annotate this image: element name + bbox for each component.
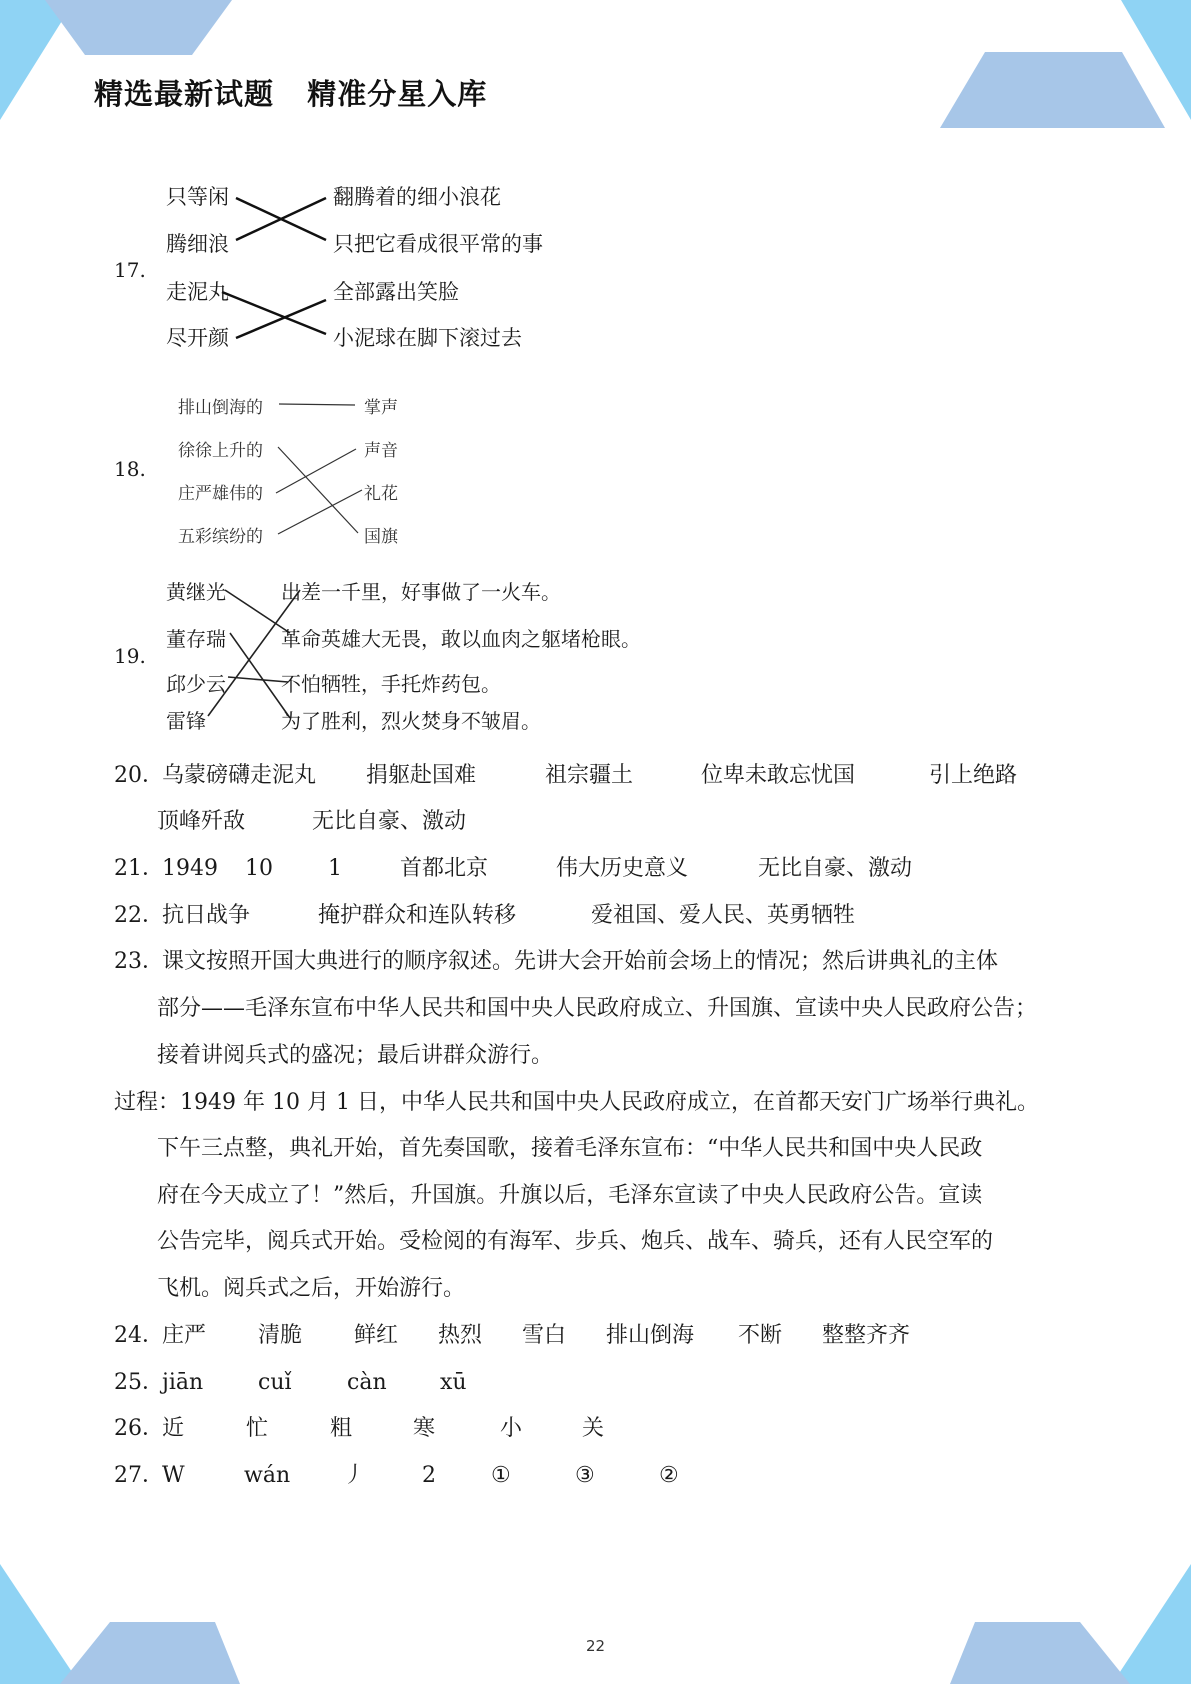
match-right-item: 掌声 — [364, 398, 398, 418]
corner-decoration-top — [0, 0, 1191, 140]
answer-25 — [114, 1368, 467, 1398]
process-text-line: 下午三点整，典礼开始，首先奏国歌，接着毛泽东宣布：“中华人民共和国中央人民政 — [157, 1136, 983, 1161]
match-right-item: 只把它看成很平常的事 — [333, 232, 543, 256]
answer-27 — [114, 1461, 679, 1491]
answer-item: jiān — [162, 1370, 204, 1395]
match-left-item: 董存瑞 — [166, 627, 226, 651]
answer-item: W — [162, 1463, 185, 1488]
question-number: 21． — [114, 856, 164, 881]
process-text-line: 府在今天成立了！”然后，升国旗。升旗以后，毛泽东宣读了中央人民政府公告。宣读 — [157, 1183, 983, 1208]
answer-item: 清脆 — [258, 1323, 303, 1348]
answer-text-line: 接着讲阅兵式的盛况；最后讲群众游行。 — [157, 1043, 554, 1068]
answer-21 — [114, 854, 912, 884]
answer-item: 10 — [245, 856, 273, 881]
answer-26 — [114, 1414, 604, 1444]
answer-item: 粗 — [330, 1416, 353, 1441]
match-right-item: 声音 — [364, 441, 398, 461]
process-text-line: 公告完毕，阅兵式开始。受检阅的有海军、步兵、炮兵、战车、骑兵，还有人民空军的 — [157, 1229, 994, 1254]
answer-item: 掩护群众和连队转移 — [318, 903, 517, 928]
match-left-item: 尽开颜 — [166, 326, 229, 350]
match-right-item: 礼花 — [364, 484, 398, 504]
answer-item: 丿 — [343, 1463, 366, 1488]
match-right-item: 小泥球在脚下滚过去 — [333, 326, 522, 350]
answer-item: 1 — [328, 856, 342, 881]
answer-item: 无比自豪、激动 — [312, 809, 467, 834]
answer-item: 引上绝路 — [929, 763, 1018, 788]
match-left-item: 徐徐上升的 — [178, 441, 263, 461]
answer-22 — [114, 901, 855, 931]
answer-item: 无比自豪、激动 — [758, 856, 913, 881]
answer-item: 顶峰歼敌 — [157, 809, 246, 834]
process-text-line: 1949 年 10 月 1 日，中华人民共和国中央人民政府成立，在首都天安门广场举行典礼。 — [180, 1090, 1039, 1115]
answer-item: càn — [347, 1370, 387, 1395]
match-right-item: 不怕牺牲，手托炸药包。 — [281, 672, 501, 696]
matching-19-lines — [0, 0, 1, 1]
question-19-number: 19. — [114, 644, 146, 668]
process-label: 过程： — [114, 1090, 181, 1115]
answer-item: 寒 — [413, 1416, 436, 1441]
question-number: 27． — [114, 1463, 164, 1488]
answer-item: ① — [491, 1463, 511, 1488]
question-18-number: 18. — [114, 457, 146, 481]
page-number: 22 — [585, 1637, 606, 1655]
question-number: 20． — [114, 763, 164, 788]
answer-item: cuǐ — [258, 1370, 292, 1395]
answer-item: ② — [659, 1463, 679, 1488]
match-right-item: 为了胜利，烈火焚身不皱眉。 — [281, 709, 541, 733]
answer-23 — [114, 947, 998, 977]
match-right-item: 国旗 — [364, 527, 398, 547]
answer-item: 爱祖国、爱人民、英勇牺牲 — [591, 903, 856, 928]
answer-20-continued — [157, 807, 466, 837]
question-number: 25． — [114, 1370, 164, 1395]
process-text-line: 飞机。阅兵式之后，开始游行。 — [157, 1276, 466, 1301]
match-left-item: 排山倒海的 — [178, 398, 263, 418]
question-number: 22． — [114, 903, 164, 928]
match-left-item: 只等闲 — [166, 185, 229, 209]
match-left-item: 腾细浪 — [166, 232, 229, 256]
answer-item: ③ — [575, 1463, 595, 1488]
answer-text-line: 课文按照开国大典进行的顺序叙述。先讲大会开始前会场上的情况；然后讲典礼的主体 — [162, 949, 999, 974]
corner-decoration-bottom — [0, 1544, 1191, 1684]
match-right-item: 翻腾着的细小浪花 — [333, 185, 501, 209]
answer-item: 不断 — [738, 1323, 783, 1348]
answer-item: 鲜红 — [354, 1323, 399, 1348]
answer-item: 整整齐齐 — [822, 1323, 911, 1348]
match-right-item: 出差一千里，好事做了一火车。 — [281, 580, 561, 604]
question-number: 23． — [114, 949, 164, 974]
answer-item: 祖宗疆土 — [545, 763, 634, 788]
answer-item: 抗日战争 — [162, 903, 251, 928]
match-left-item: 走泥丸 — [166, 280, 229, 304]
question-17-number: 17. — [114, 258, 146, 282]
answer-item: 小 — [500, 1416, 523, 1441]
match-left-item: 邱少云 — [166, 672, 226, 696]
answer-item: 2 — [422, 1463, 436, 1488]
answer-item: 忙 — [246, 1416, 269, 1441]
answer-item: wán — [244, 1463, 291, 1488]
answer-item: 关 — [582, 1416, 605, 1441]
answer-item: 捐躯赴国难 — [366, 763, 477, 788]
answer-20 — [114, 761, 1017, 791]
answer-text-line: 部分——毛泽东宣布中华人民共和国中央人民政府成立、升国旗、宣读中央人民政府公告； — [157, 996, 1038, 1021]
answer-24 — [114, 1321, 910, 1351]
answer-item: 近 — [162, 1416, 185, 1441]
process-paragraph — [114, 1088, 1039, 1118]
answer-item: 1949 — [162, 856, 218, 881]
answer-item: 乌蒙磅礴走泥丸 — [162, 763, 317, 788]
answer-item: 位卑未敢忘忧国 — [701, 763, 856, 788]
answer-item: 雪白 — [522, 1323, 567, 1348]
match-left-item: 黄继光 — [166, 580, 226, 604]
match-right-item: 革命英雄大无畏，敢以血肉之躯堵枪眼。 — [281, 627, 641, 651]
answer-item: 排山倒海 — [606, 1323, 695, 1348]
match-left-item: 雷锋 — [166, 709, 206, 733]
answer-item: 热烈 — [438, 1323, 483, 1348]
answer-item: 首都北京 — [400, 856, 489, 881]
match-left-item: 五彩缤纷的 — [178, 527, 263, 547]
header-title: 精选最新试题 精准分星入库 — [94, 77, 488, 111]
question-number: 24． — [114, 1323, 164, 1348]
answer-item: 庄严 — [162, 1323, 207, 1348]
match-right-item: 全部露出笑脸 — [333, 280, 459, 304]
answer-item: 伟大历史意义 — [556, 856, 689, 881]
match-left-item: 庄严雄伟的 — [178, 484, 263, 504]
question-number: 26． — [114, 1416, 164, 1441]
answer-item: xū — [440, 1370, 467, 1395]
